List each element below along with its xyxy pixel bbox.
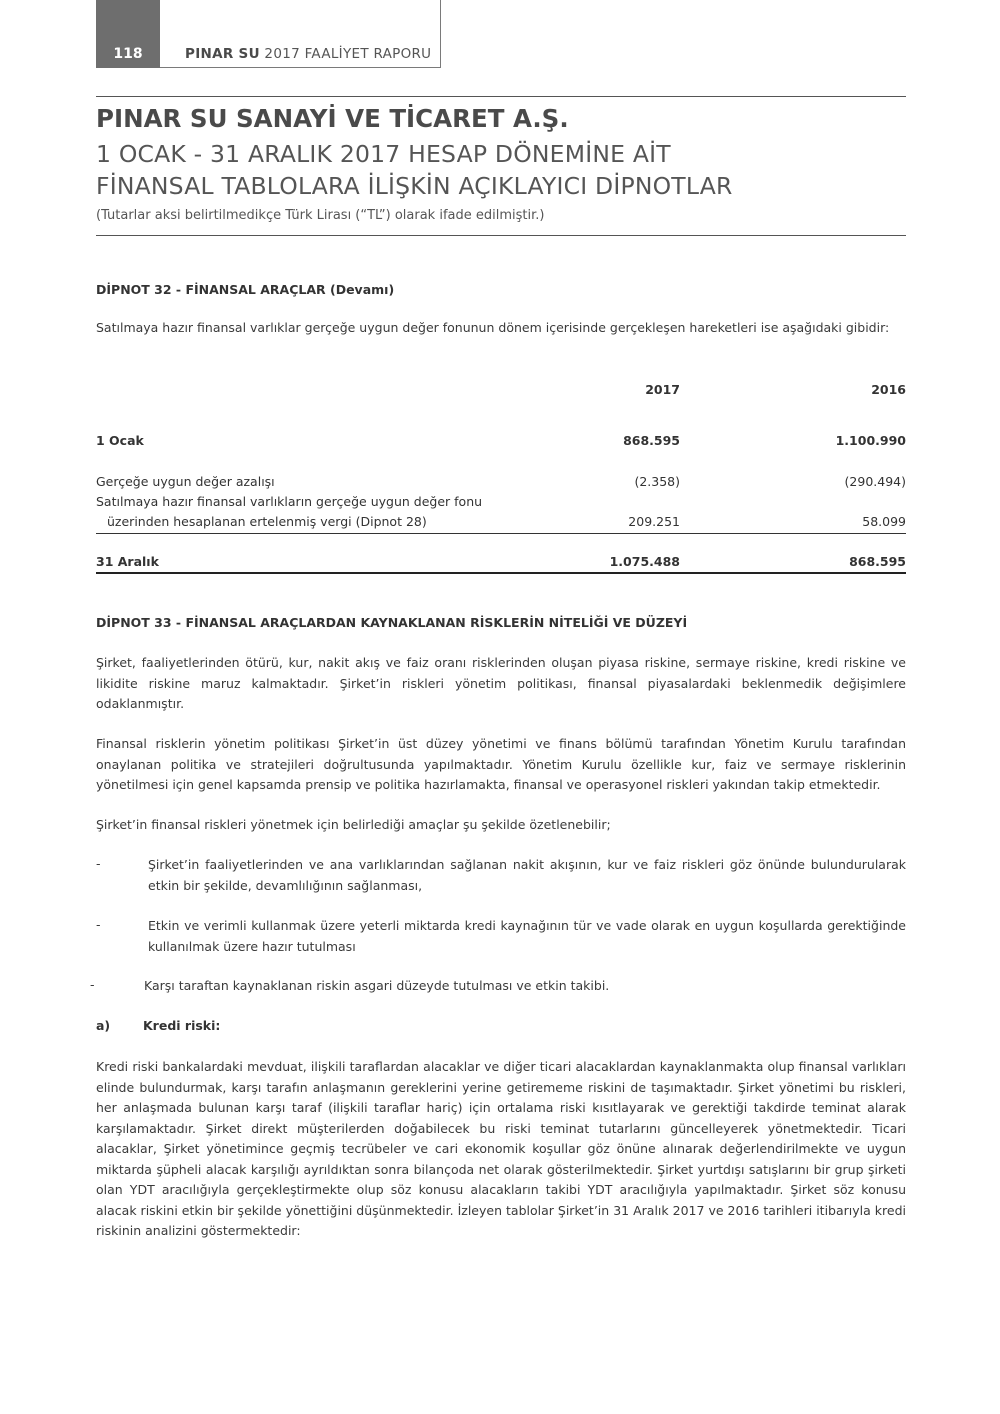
- company-name: PINAR SU SANAYİ VE TİCARET A.Ş.: [96, 104, 569, 133]
- title-top-rule: [96, 96, 906, 97]
- col-2017-header: 2017: [645, 382, 680, 397]
- note33-paragraph-3: Şirket’in finansal riskleri yönetmek için belirlediği amaçlar şu şekilde özetlenebilir;: [96, 817, 611, 832]
- row-label: 1 Ocak: [96, 433, 144, 448]
- table-total-rule: [96, 572, 906, 574]
- note32-intro: Satılmaya hazır finansal varlıklar gerçeğe uygun değer fonunun dönem içerisinde gerçekleşen hareketleri ise aşağıdaki gibidir:: [96, 320, 890, 335]
- subsection-marker: a): [96, 1018, 111, 1033]
- row-label: 31 Aralık: [96, 554, 159, 569]
- row-value-2016: (290.494): [844, 474, 906, 489]
- list-item: Etkin ve verimli kullanmak üzere yeterli miktarda kredi kaynağının tür ve vade olarak en uygun koşullarda gerektiğinde kullanılmak üzere hazır tutulması: [148, 918, 906, 954]
- note33-paragraph-1: Şirket, faaliyetlerinden ötürü, kur, nakit akış ve faiz oranı risklerinden oluşan piyasa riskine, sermaye riskine, kredi riskine ve likidite riskine maruz kalmaktadır. Şirket’in riskleri yönetim politikası, finansal piyasalardaki beklenmedik değişimlere odaklanmıştır.: [96, 655, 906, 711]
- row-label: Satılmaya hazır finansal varlıkların gerçeğe uygun değer fonu: [96, 494, 483, 509]
- row-value-2016: 868.595: [849, 554, 906, 569]
- row-value-2017: 868.595: [623, 433, 680, 448]
- title-line-2: FİNANSAL TABLOLARA İLİŞKİN AÇIKLAYICI DİPNOTLAR: [96, 172, 733, 200]
- title-line-1: 1 OCAK - 31 ARALIK 2017 HESAP DÖNEMİNE AİT: [96, 140, 671, 168]
- table-subtotal-rule: [96, 533, 906, 534]
- credit-risk-paragraph: Kredi riski bankalardaki mevduat, ilişkili taraflardan alacaklar ve diğer ticari alacaklardan kaynaklanmakta olup finansal varlıkları elinde bulundurmak, karşı tarafın anlaşmanın gereklerini yerine getirememe riskini de taşımaktadır. Şirket yönetimi bu riskleri, her anlaşmada bulunan karşı taraf (ilişkili taraflar hariç) için ortalama riski kısıtlayarak ve gerektiği takdirde teminat alarak karşılamaktadır. Şirket direkt müşterilerden doğabilecek bu riski teminat tutarlarını güncelleyerek yönetmektedir. Ticari alacaklar, Şirket yönetimince geçmiş tecrübeler ve cari ekonomik koşullar göz önüne alınarak değerlendirilmekte ve uygun miktarda şüpheli alacak karşılığı ayrıldıktan sonra bilançoda net olarak gösterilmektedir. Şirket yurtdışı satışlarını bir grup şirketi olan YDT aracılığıyla gerçekleştirmekte olup söz konusu alacakların takibi YDT aracılığıyla yapılmaktadır. Şirket söz konusu alacak riskini etkin bir şekilde yönettiğini düşünmektedir. İzleyen tablolar Şirket’in 31 Aralık 2017 ve 2016 tarihleri itibarıyla kredi riskinin analizini göstermektedir:: [96, 1059, 906, 1238]
- table-header-row: [96, 382, 906, 402]
- table-row: [96, 433, 906, 453]
- title-bottom-rule: [96, 235, 906, 236]
- row-label: Gerçeğe uygun değer azalışı: [96, 474, 275, 489]
- report-title: 2017 FAALİYET RAPORU: [259, 46, 432, 62]
- row-value-2016: 58.099: [862, 514, 906, 529]
- row-value-2017: 1.075.488: [609, 554, 680, 569]
- note33-paragraph-2: Finansal risklerin yönetim politikası Şirket’in üst düzey yönetimi ve finans bölümü tarafından Yönetim Kurulu tarafından onaylanan politika ve stratejileri doğrultusunda yapılmaktadır. Yönetim Kurulu özellikle kur, faiz ve sermaye risklerinin yönetilmesi için genel kapsamda prensip ve politika hazırlamakta, finansal ve operasyonel riskleri yakından takip etmektedir.: [96, 736, 906, 792]
- row-value-2016: 1.100.990: [835, 433, 906, 448]
- list-item: Şirket’in faaliyetlerinden ve ana varlıklarından sağlanan nakit akışının, kur ve faiz riskleri göz önünde bulundurularak etkin bir şekilde, devamlılığının sağlanması,: [148, 857, 906, 893]
- table-row: [96, 554, 906, 574]
- table-row: [96, 514, 906, 534]
- currency-note: (Tutarlar aksi belirtilmedikçe Türk Lirası (“TL”) olarak ifade edilmiştir.): [96, 208, 545, 223]
- col-2016-header: 2016: [871, 382, 906, 397]
- table-row: [96, 494, 906, 514]
- report-brand: PINAR SU: [185, 46, 260, 62]
- row-value-2017: 209.251: [628, 514, 680, 529]
- credit-risk-heading: Kredi riski:: [143, 1018, 221, 1033]
- row-value-2017: (2.358): [634, 474, 680, 489]
- bullet-dash: -: [90, 977, 95, 992]
- table-row: [96, 474, 906, 494]
- bullet-dash: -: [96, 856, 101, 871]
- bullet-dash: -: [96, 917, 101, 932]
- note32-heading: DİPNOT 32 - FİNANSAL ARAÇLAR (Devamı): [96, 282, 395, 297]
- report-label: [185, 46, 431, 62]
- page-number: 118: [96, 0, 160, 68]
- row-label: üzerinden hesaplanan ertelenmiş vergi (Dipnot 28): [107, 514, 427, 529]
- note33-heading: DİPNOT 33 - FİNANSAL ARAÇLARDAN KAYNAKLANAN RİSKLERİN NİTELİĞİ VE DÜZEYİ: [96, 615, 688, 630]
- list-item: Karşı taraftan kaynaklanan riskin asgari düzeyde tutulması ve etkin takibi.: [144, 978, 610, 993]
